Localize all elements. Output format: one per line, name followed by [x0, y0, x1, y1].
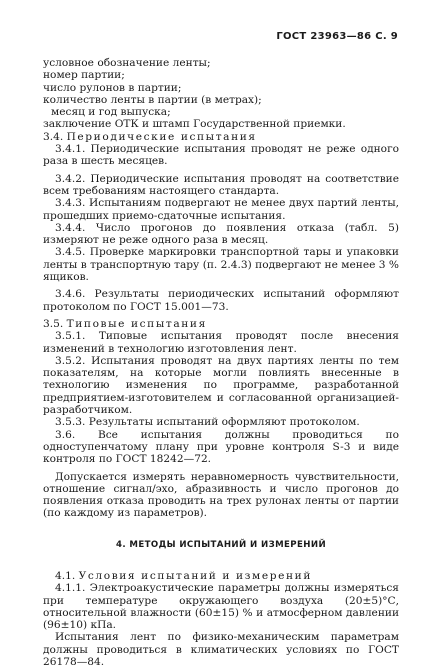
paragraph-3-5-1: 3.5.1. Типовые испытания проводят после внесения изменений в технологию изготовления лент. — [43, 330, 399, 355]
paragraph-4-1-1-cont: Испытания лент по физико-механическим параметрам должны проводиться в климатических условиях по ГОСТ 26178—84. — [43, 631, 399, 668]
list-item: заключение ОТК и штамп Государственной приемки. — [43, 118, 346, 131]
paragraph-3-5-3: 3.5.3. Результаты испытаний оформляют протоколом. — [55, 416, 360, 429]
paragraph-3-4-4: 3.4.4. Число прогонов до появления отказа (табл. 5) измеряют не реже одного раза в месяц. — [43, 221, 399, 247]
section-title: Условия испытаний и измерений — [78, 569, 312, 582]
section-heading-3-4 — [43, 131, 399, 143]
section-number: 3.5. — [43, 317, 64, 330]
section-heading-3-5 — [43, 318, 399, 330]
paragraph-3-4-2: 3.4.2. Периодические испытания проводят на соответствие всем требованиям настоящего стандарта. — [43, 172, 399, 197]
paragraph-3-4-5: 3.4.5. Проверке маркировки транспортной тары и упаковки ленты в транспортную тару (п. 2.4.3) подвергают не менее 3 % ящиков. — [43, 246, 399, 284]
paragraph-3-4-3: 3.4.3. Испытаниям подвергают не менее двух партий ленты, прошедших приемо-сдаточные испытания. — [43, 197, 399, 222]
section-title: Периодические испытания — [66, 130, 257, 143]
section-title: Типовые испытания — [66, 317, 207, 330]
page-body — [43, 57, 399, 668]
list-item: месяц и год выпуска; — [51, 106, 171, 119]
section-4-heading: 4. МЕТОДЫ ИСПЫТАНИЙ И ИЗМЕРЕНИЙ — [115, 539, 327, 550]
section-number: 4.1. — [55, 569, 76, 582]
list-item: условное обозначение ленты; — [43, 57, 211, 69]
list-item: количество ленты в партии (в метрах); — [43, 93, 262, 106]
page-header: ГОСТ 23963—86 С. 9 — [276, 31, 398, 42]
section-heading-4-1 — [43, 570, 399, 582]
paragraph-4-1-1: 4.1.1. Электроакустические параметры должны измеряться при температуре окружающего воздуха (20±5)°С, относительной влажности (60±15) % и атмосферном давлении (96±10) кПа. — [43, 582, 399, 632]
list-item: число рулонов в партии; — [43, 81, 182, 94]
list-item: номер партии; — [43, 69, 125, 82]
paragraph-allowance: Допускается измерять неравномерность чувствительности, отношение сигнал/эхо, абразивность и число прогонов до появления отказа проводить на трех рулонах ленты от партии (по каждому из параметров). — [43, 470, 399, 520]
paragraph-3-4-6: 3.4.6. Результаты периодических испытаний оформляют протоколом по ГОСТ 15.001—73. — [43, 288, 399, 313]
paragraph-3-6: 3.6. Все испытания должны проводиться по одноступенчатому плану при уровне контроля S-3 и виде контроля по ГОСТ 18242—72. — [43, 428, 399, 466]
paragraph-3-5-2: 3.5.2. Испытания проводят на двух партиях ленты по тем показателям, на которые могли повлиять внесенные в технологию изменения по программе, разработанной предприятием-изготовителем и согласованной организацией-разработчиком. — [43, 354, 399, 417]
section-number: 3.4. — [43, 130, 64, 143]
paragraph-3-4-1: 3.4.1. Периодические испытания проводят не реже одного раза в шесть месяцев. — [43, 143, 399, 168]
